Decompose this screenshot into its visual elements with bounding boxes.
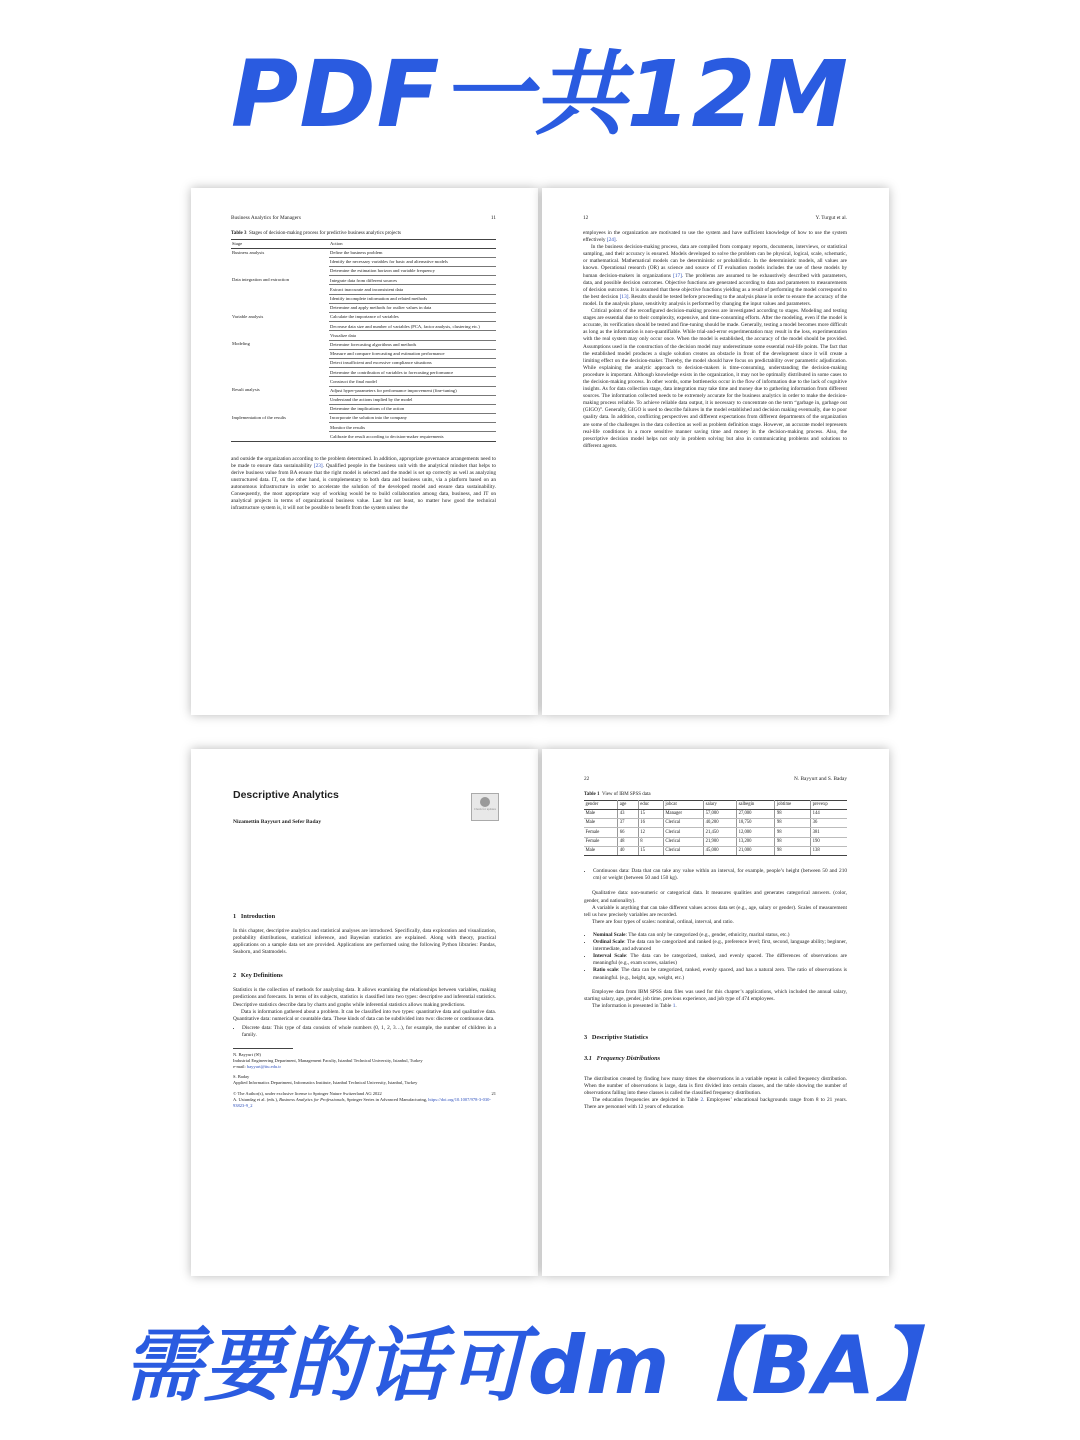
footnote-author: N. Bayyurt (✉) (233, 1052, 261, 1058)
table-row (231, 414, 496, 423)
table-cell: 40 (618, 846, 639, 855)
body-text (583, 230, 847, 450)
table-cell: 98 (775, 819, 811, 828)
paragraph: Critical points of the reconfigured decision-making process are investigated according to stages. Modeling and testing stages are essential due to their complexity, expensive, and time-consuming efforts. After the modeling, even if the model is accurate, its verification should be tested and fine-tuning should be made. Generally, testing a model becomes more difficult as long as the information is non-quantifiable. While trial-and-error experimentation may result in the loss, experimentation with the real system may only occur once. When the model is established, the accuracy of the model should be provided. Assumptions used in the construction of the decision model may underestimate some essential real-life points. The fact that the established model produces a single solution creates an obstacle in front of the development since it will create a limiting effect on the decision-maker. Thereby, the model should have focus on predictability over parametric adjudication. While explaining the analytic approach to decision-makers is time-consuming, understanding the decision-making procedure is important. Although knowledge exists in the organization, it may not be optimally distributed in some cases to the decision-making process. In other words, some bottlenecks occur in the flow of information due to the lack of cognitive insights. As for data collection stage, data integration may take time and money due to gathering information from different sources. The information collected needs to be extremely accurate for the business analytics in order to make the decision-making process reliable. To achieve reliable data output, it is necessary to concentrate on the term “garbage in, garbage out (GIGO)”. Generally, GIGO is used to describe failures in the model established and decision making eventually, due to poor quality data. In addition, conflicting perspectives and different expectations from different departments of the organization are some of the challenges in the data collection as well as problem definition stage. However, an accurate model represents real-life conditions in a more sensitive manner saving time and money in the decision-making process. Also, the prescriptive decision model helps not only in problem solving but also in communicating problems and solutions to different agents. (583, 308, 847, 449)
table-cell: 98 (775, 837, 811, 846)
paragraph: A variable is anything that can take different values across data set (e.g., age, salary or gender). Scales of measurement tell us how precisely variables are recorded. (584, 904, 847, 918)
table-row (584, 809, 847, 818)
stage-cell (231, 395, 329, 404)
text-run: The education frequencies are depicted in Table (592, 1097, 701, 1104)
book-title: Business Analytics for Professionals (279, 1096, 345, 1102)
stage-cell: Variable analysis (232, 313, 264, 319)
table-row (231, 322, 496, 331)
table-cell: Male (584, 819, 618, 828)
copyright-notice: © The Author(s), under exclusive license to Springer Nature Switzerland AG 2022 (233, 1091, 382, 1097)
action-cell: Visualize data (329, 331, 496, 340)
table-cell: 12 (638, 828, 663, 837)
badge-label: Check for updates (474, 807, 496, 811)
page-number: 12 (583, 215, 589, 221)
email-link[interactable]: bayyurt@itu.edu.tr (246, 1063, 282, 1069)
list-item: • Discrete data: This type of data consists of whole numbers (0, 1, 2, 3…), for example, the number of children in a family. (242, 1025, 496, 1039)
list-item (593, 953, 847, 967)
text-run: : The data can only be categorized (e.g., gender, ethnicity, marital status, etc.) (625, 931, 790, 938)
stage-cell: Modeling (232, 341, 250, 347)
body-text (584, 1076, 847, 1111)
footnote-affiliation: Industrial Engineering Department, Management Faculty, Istanbul Technical University, Istanbul, Turkey (233, 1057, 423, 1063)
action-cell: Understand the actions implied by the model (329, 395, 496, 404)
paragraph: Employee data from IBM SPSS data files was used for this chapter’s applications, which included the annual salary, starting salary, age, gender, job time, previous experience, and job type of 474 employees. (584, 988, 847, 1002)
table-cell: 36 (811, 819, 847, 828)
footnote-author: S. Baday (233, 1074, 250, 1080)
table-cell: 98 (775, 828, 811, 837)
table-cell: 21,450 (704, 828, 737, 837)
action-cell: Incorporate the solution into the company (329, 414, 496, 423)
action-cell: Measure and compare forecasting and estimation performance (329, 349, 496, 358)
page-number: 21 (491, 1091, 496, 1097)
stage-cell (231, 267, 329, 276)
term: Ordinal Scale (593, 939, 625, 946)
document-page-22 (542, 749, 889, 1276)
chapter-title: Descriptive Analytics (233, 789, 339, 801)
table-cell: Clerical (663, 846, 703, 855)
list-item: • Continuous data: Data that can take any value within an interval, for example, people’s height (between 50 and 210 cm) or weight (between 50 and 150 kg). (593, 868, 847, 882)
paragraph: Data is information gathered about a problem. It can be classified into two types: quantitative data and qualitative data. Quantitative data: numerical or countable data. These kinds of data can be subdivided into two: discrete or continuous data. (233, 1008, 496, 1022)
stage-cell (231, 404, 329, 413)
table-row (231, 313, 496, 322)
table-cell: Clerical (663, 819, 703, 828)
action-cell: Determine forecasting algorithms and methods (329, 340, 496, 349)
action-cell: Determine the contribution of variables to forecasting performance (329, 368, 496, 377)
table-row (231, 432, 496, 441)
paragraph (583, 244, 847, 308)
stage-cell (231, 377, 329, 386)
table-row (231, 303, 496, 312)
column-header: prevexp (811, 800, 847, 809)
paragraph: The distribution created by finding how many times the observations in a variable repeat is called frequency distribution. When the number of observations is large, data is first divided into certain classes, and the table showing the number of observations falling into these classes is called the classified frequency distribution. (584, 1075, 847, 1097)
paragraph: In this chapter, descriptive analytics and statistical analyses are introduced. Specifically, data exploration and visualization, probability distributions, statistical inference, and Bayesian statistics are explained. Along with theory, practical applications on a sample data set are provided. Applications are performed using the following Python libraries: Pandas, Seaborn, and Statmodels. (233, 928, 496, 956)
stage-cell (231, 303, 329, 312)
column-header: gender (584, 800, 618, 809)
column-header-stage: Stage (231, 239, 329, 248)
column-header: jobcat (663, 800, 703, 809)
table-row (231, 331, 496, 340)
action-cell: Determine and apply methods for outlier values in data (329, 303, 496, 312)
table-cell: 15 (638, 809, 663, 818)
table-cell: 48 (618, 837, 639, 846)
doi-link[interactable]: https://doi.org/10.1007/978-3-030-93823-9_2 (233, 1096, 491, 1108)
table-row (584, 846, 847, 855)
table-row (231, 423, 496, 432)
citation-link[interactable]: [23] (313, 462, 323, 469)
citation-line (233, 1097, 496, 1109)
author-footnote (233, 1052, 496, 1108)
text-run: : The data can be categorized and ranked (e.g., preference level; first, second, language ability; beginner, intermediate, and advanced (593, 939, 848, 953)
action-cell: Define the business problem (329, 248, 496, 257)
subsection-heading (584, 1055, 847, 1062)
table-cell: Female (584, 837, 618, 846)
running-header (584, 776, 847, 783)
table-caption (231, 231, 496, 238)
action-cell: Monitor the results (329, 423, 496, 432)
text-run: . The problems are assumed to be exhaustively described with parameters, data, and possible decision outcomes. Objective functions are generated according to data and parameters to measurements of decision outcomes. It is assumed that these objective functions yielding as a result of performing the model correspond to the best decision (583, 272, 847, 300)
action-cell: Determine the implications of the action (329, 404, 496, 413)
stages-table (231, 239, 496, 442)
table-cell: 21,000 (737, 846, 775, 855)
section-title: Introduction (240, 913, 276, 920)
table-cell: 27,000 (737, 809, 775, 818)
action-cell: Adjust hyper-parameters for performance improvement (fine-tuning) (329, 386, 496, 395)
running-header-authors: N. Bayyurt and S. Baday (794, 776, 847, 782)
stage-cell (231, 331, 329, 340)
list-item (593, 932, 847, 939)
table-row (231, 340, 496, 349)
stage-cell (231, 432, 329, 441)
text-run: . Results should be tested before proceeding to the analysis phase in order to ensure the accuracy of the model. In the analysis phase, sensitivity analysis is performed by changing the input values and parameters. (583, 293, 847, 307)
table-cell: 16 (638, 819, 663, 828)
stage-cell (231, 358, 329, 367)
action-cell: Calibrate the result according to decision-maker requirements (329, 432, 496, 441)
section-title: Key Definitions (240, 972, 283, 980)
table-row (231, 404, 496, 413)
table-cell: Male (584, 809, 618, 818)
table-cell: 43 (618, 809, 639, 818)
paragraph (583, 230, 847, 244)
text-run: : The data can be categorized, ranked, and evenly spaced. The differences of observations are meaningful (e.g., exam scores, salaries) (593, 953, 847, 967)
table-cell: Female (584, 828, 618, 837)
running-header-title: Business Analytics for Managers (231, 215, 301, 221)
subsection-number: 3.1 (584, 1054, 592, 1062)
table-row (231, 257, 496, 266)
table-cell: Clerical (663, 828, 703, 837)
spss-table-body (584, 809, 847, 855)
table-cell: 138 (811, 846, 847, 855)
text-run: A. Ustundag et al. (eds.), (233, 1096, 280, 1102)
action-cell: Determine the estimation horizon and variable frequency (329, 267, 496, 276)
action-cell: Identify incomplete information and related methods (329, 294, 496, 303)
spss-data-table (584, 800, 847, 857)
table-cell: Male (584, 846, 618, 855)
citation-link[interactable]: [24] (606, 237, 616, 244)
text-run: : The data can be categorized, ranked, evenly spaced, and has a natural zero. The ratio of observations is meaningful. (e.g., height, age, weight, etc.) (593, 967, 847, 981)
body-text (584, 868, 847, 1010)
bullet-list (584, 932, 847, 982)
bottom-banner-text: 需要的话可dm【BA】 (122, 1319, 958, 1412)
check-for-updates-badge[interactable] (471, 793, 499, 821)
running-header-authors: Y. Turgut et al. (815, 215, 847, 221)
section-number: 1 (233, 913, 237, 920)
action-cell: Construct the final model (329, 377, 496, 386)
table-row (231, 248, 496, 257)
table-row (231, 395, 496, 404)
text-run: . Employees’ educational backgrounds range from 8 to 21 years. There are personnel with 12 years of education (584, 1097, 847, 1111)
table-cell: Manager (663, 809, 703, 818)
column-header: age (618, 800, 639, 809)
table-cell: 40,200 (704, 819, 737, 828)
page-number: 22 (584, 776, 590, 782)
table-reference-link[interactable]: 1 (672, 1002, 676, 1009)
stage-cell (231, 349, 329, 358)
table-label: Table 3 (231, 231, 247, 236)
text-run: In the business decision-making process, data are compiled from company reports, documents, interviews, or statistical sampling, and their accuracy is ensured. Models developed to solve the problem can be physical, logical, scale, schematic, or mathematical. Mathematical models can be deterministic or probabilistic. In the deterministic models, all values are known. Operational research (OR) as science and source of IT evaluation models includes the use of these models by human decision-makers in organizations (583, 244, 847, 279)
table-cell: 381 (811, 828, 847, 837)
term: Nominal Scale (593, 931, 626, 938)
bullet-list (233, 1025, 496, 1039)
text-run: and outside the organization according to the problem determined. In addition, appropriate governance arrangements need to be made to ensure data sustainability (231, 455, 496, 469)
table-caption (584, 792, 847, 799)
section-heading (584, 1034, 847, 1041)
footnote-affiliation: Applied Informatics Department, Informatics Institute, Istanbul Technical University, Istanbul, Turkey (233, 1080, 418, 1086)
table-row (584, 828, 847, 837)
table-cell: Clerical (663, 837, 703, 846)
stage-cell (231, 322, 329, 331)
table-cell: 12,000 (737, 828, 775, 837)
document-page-21 (191, 749, 538, 1276)
body-text (231, 456, 496, 513)
action-cell: Decrease data size and number of variables (PCA, factor analysis, clustering etc.) (329, 322, 496, 331)
action-cell: Integrate data from different sources (329, 276, 496, 285)
email-label: e-mail: (233, 1063, 247, 1069)
paragraph: Qualitative data: non-numeric or categorical data. It measures qualities and generates categorical answers. (color, gender, and nationality). (584, 890, 847, 904)
paragraph (584, 1097, 847, 1111)
table-cell: 8 (638, 837, 663, 846)
table-label: Table 1 (584, 792, 600, 797)
column-header: salary (704, 800, 737, 809)
section-number: 2 (233, 972, 237, 980)
bullet-list (584, 868, 847, 882)
action-cell: Extract inaccurate and inconsistent data (329, 285, 496, 294)
table-cell: 98 (775, 809, 811, 818)
action-cell: Identify the necessary variables for basic and alternative models (329, 257, 496, 266)
term: Ratio scale (593, 967, 619, 974)
table-reference-link[interactable]: 2 (700, 1097, 704, 1104)
stage-cell (231, 285, 329, 294)
column-header-action: Action (329, 239, 496, 248)
text-run: . (675, 1002, 677, 1009)
table-cell: 45,000 (704, 846, 737, 855)
paragraph: Statistics is the collection of methods for analyzing data. It allows examining the relationships between variables, making predictions and forecasts. In terms of its subjects, statistics is classified into two types: descriptive and inferential statistics. Descriptive statistics describe data by charts and graphs while inferential statistics allows making predictions. (233, 987, 496, 1008)
table-cell: 66 (618, 828, 639, 837)
stage-cell (231, 257, 329, 266)
paragraph (584, 1003, 847, 1010)
table-row (584, 819, 847, 828)
section-heading (233, 972, 496, 979)
table-cell: 144 (811, 809, 847, 818)
term: Interval Scale (593, 953, 627, 960)
stage-cell: Data integration and extraction (232, 277, 290, 283)
column-header: salbegin (737, 800, 775, 809)
stage-cell: Business analysis (232, 250, 265, 256)
document-page-12 (542, 188, 889, 715)
chapter-authors: Nizamettin Bayyurt and Sefer Baday (233, 819, 322, 825)
section-heading (233, 913, 496, 920)
body-text (233, 928, 496, 956)
table-cell: 190 (811, 837, 847, 846)
top-banner-title: PDF一共12M (230, 41, 850, 148)
action-cell: Detect insufficient and excessive compliance situations (329, 358, 496, 367)
table-cell: 37 (618, 819, 639, 828)
table-row (231, 386, 496, 395)
table-row (231, 377, 496, 386)
citation-link[interactable]: [13] (619, 293, 629, 300)
table-cell: 21,900 (704, 837, 737, 846)
citation-link[interactable]: [17] (673, 272, 682, 279)
table-cell: 18,750 (737, 819, 775, 828)
table-cell: 57,000 (704, 809, 737, 818)
table-row (231, 349, 496, 358)
stage-cell: Result analysis (232, 387, 260, 393)
stages-table-body (231, 248, 496, 441)
text-run: . Qualified people in the business unit with the analytical mindset that helps to derive business value from BA ensure that the right model is selected and the model is set up correctly as well as analyzing unstructured data. IT, on the other hand, is complementary to both data and business units, via a platform based on an autonomous infrastructure in order to accelerate the solution of the developed model and ensure data sustainability. Consequently, the most appropriate way of working would be to build collaboration among data, business, and IT on analytical projects in terms of organizational business value. Last but not least, no matter how good the technical infrastructure system is, it will not be possible to benefit from the system unless the (231, 462, 496, 512)
stage-cell (231, 368, 329, 377)
text-run: . (615, 237, 618, 244)
action-cell: Calculate the importance of variables (329, 313, 496, 322)
table-row (584, 837, 847, 846)
table-row (231, 294, 496, 303)
list-item (593, 939, 847, 953)
running-header (231, 215, 496, 222)
table-row (231, 368, 496, 377)
table-title: View of IBM SPSS data (602, 792, 651, 797)
table-cell: 15 (638, 846, 663, 855)
document-page-11 (191, 188, 538, 715)
text-run: employees in the organization are motivated to use the system and have sufficient knowledge of how to use the system effectively (583, 230, 847, 244)
stage-cell: Implementation of the results (232, 414, 286, 420)
stage-cell (231, 423, 329, 432)
text-run: , Springer Series in Advanced Manufacturing, (344, 1096, 429, 1102)
paragraph: There are four types of scales: nominal, ordinal, interval, and ratio. (592, 918, 734, 925)
paragraph (231, 456, 496, 513)
table-cell: 98 (775, 846, 811, 855)
table-row (231, 267, 496, 276)
column-header: educ (638, 800, 663, 809)
running-header (583, 215, 847, 222)
subsection-title: Frequency Distributions (596, 1054, 661, 1062)
table-title: Stages of decision-making process for predictive business analytics projects (249, 231, 401, 236)
body-text (233, 987, 496, 1039)
column-header: jobtime (775, 800, 811, 809)
table-row (231, 276, 496, 285)
text-run: The information is presented in Table (592, 1002, 673, 1009)
check-updates-icon (480, 797, 490, 807)
footnote-divider (233, 1048, 293, 1049)
page-number: 11 (490, 215, 496, 221)
table-header-row (584, 800, 847, 809)
list-item (593, 967, 847, 981)
table-cell: 13,200 (737, 837, 775, 846)
table-row (231, 285, 496, 294)
stage-cell (231, 294, 329, 303)
table-row (231, 358, 496, 367)
section-title: Descriptive Statistics (591, 1033, 649, 1041)
section-number: 3 (584, 1033, 588, 1041)
